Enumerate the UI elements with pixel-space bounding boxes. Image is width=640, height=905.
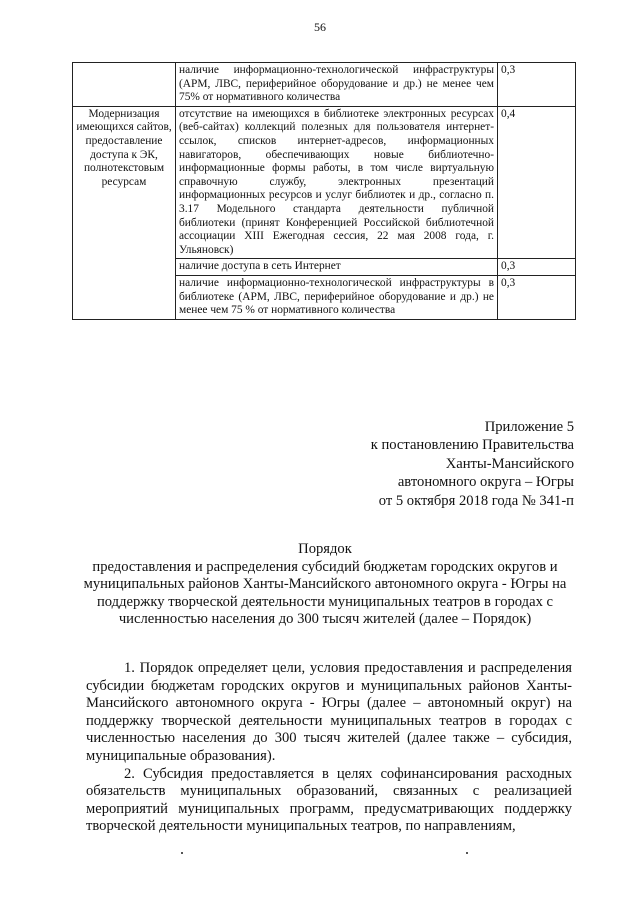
page-number: 56 bbox=[314, 20, 326, 34]
criterion-cell: отсутствие на имеющихся в библиотеке электронных ресурсах (веб-сайтах) коллекций полезных для пользователя интернет-ссылок, списков интернет-адресов, информационных навигаторов, обеспечивающих новые библиотечно-информационные формы работы, в том числе виртуальную справочную службу, электронных презентаций информационных ресурсов и услуг библиотек и др., согласно п. 3.17 Модельного стандарта деятельности публичной библиотеки (принят Конференцией Российской библиотечной ассоциации XIII Ежегодная сессия, 22 мая 2008 года, г. Ульяновск) bbox=[176, 106, 498, 259]
paragraph-2: 2. Субсидия предоставляется в целях софинансирования расходных обязательств муниципальных образований, связанных с реализацией мероприятий муниципальных программ, предусматривающих поддержку творческой деятельности муниципальных театров, по направлениям, bbox=[86, 765, 572, 835]
body-text bbox=[86, 660, 572, 836]
appendix-line: Приложение 5 bbox=[484, 419, 574, 435]
value-cell: 0,3 bbox=[498, 275, 576, 319]
paragraph-1: 1. Порядок определяет цели, условия предоставления и распределения субсидии бюджетам городских округов и муниципальных районов Ханты-Мансийского автономного округа - Югры (далее – автономный округ) на поддержку творческой деятельности муниципальных театров в городах с численностью населения до 300 тысяч жителей (далее также – субсидия, муниципальные образования). bbox=[86, 660, 572, 764]
criterion-cell: наличие информационно-технологической инфраструктуры в библиотеке (АРМ, ЛВС, периферийное оборудование и др.) не менее чем 75 % от нормативного количества bbox=[176, 275, 498, 319]
title-subtitle: предоставления и распределения субсидий бюджетам городских округов и муниципальных районов Ханты-Мансийского автономного округа - Югры на поддержку творческой деятельности муниципальных театров в городах с численностью населения до 300 тысяч жителей (далее – Порядок) bbox=[83, 558, 567, 628]
title-heading: Порядок bbox=[298, 541, 352, 557]
scan-marks bbox=[0, 852, 640, 862]
appendix-line: Ханты-Мансийского bbox=[445, 455, 574, 472]
criterion-cell: наличие доступа в сеть Интернет bbox=[176, 259, 498, 276]
criterion-cell: наличие информационно-технологической инфраструктуры (АРМ, ЛВС, периферийное оборудование и др.) не менее чем 75% от нормативного количества bbox=[176, 63, 498, 107]
appendix-line: автономного округа – Югры bbox=[397, 474, 574, 491]
appendix-header bbox=[371, 418, 574, 510]
table-row bbox=[73, 63, 576, 107]
appendix-line: от 5 октября 2018 года № 341-п bbox=[378, 492, 574, 509]
direction-cell bbox=[73, 63, 176, 107]
direction-cell: Модернизация имеющихся сайтов, предоставление доступа к ЭК, полнотекстовым ресурсам bbox=[73, 106, 176, 319]
document-title bbox=[80, 541, 570, 629]
value-cell: 0,3 bbox=[498, 63, 576, 107]
scan-dot bbox=[466, 852, 468, 854]
table-row bbox=[73, 106, 576, 259]
value-cell: 0,3 bbox=[498, 259, 576, 276]
criteria-table bbox=[72, 62, 576, 320]
scan-dot bbox=[181, 852, 183, 854]
value-cell: 0,4 bbox=[498, 106, 576, 259]
appendix-line: к постановлению Правительства bbox=[370, 437, 574, 454]
